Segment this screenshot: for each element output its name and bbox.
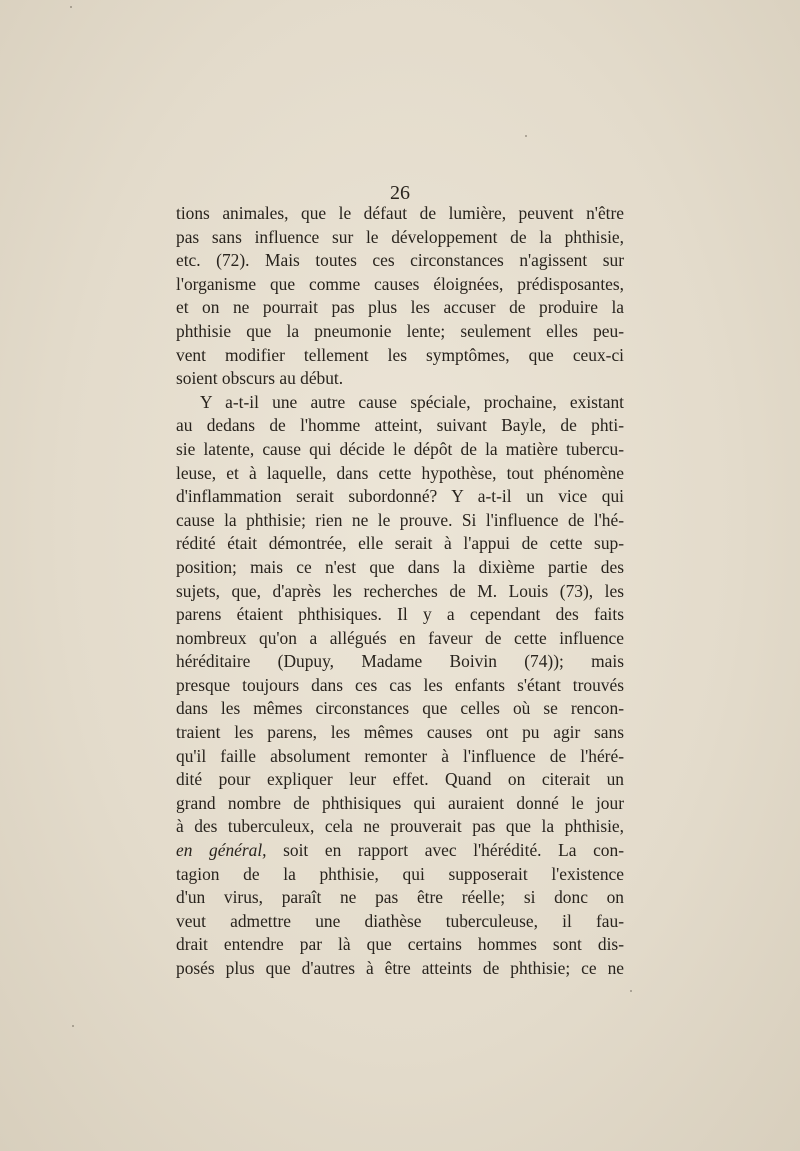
text-line: etc. (72). Mais toutes ces circonstances n'agissent sur — [176, 250, 624, 271]
paper-speck — [630, 990, 632, 992]
italic-phrase: en général, — [176, 840, 267, 861]
text-line: et on ne pourrait pas plus les accuser de produire la — [176, 297, 624, 318]
text-line: héréditaire (Dupuy, Madame Boivin (74)); mais — [176, 651, 624, 672]
text-line: vent modifier tellement les symptômes, que ceux-ci — [176, 344, 624, 365]
text-line: grand nombre de phthisiques qui auraient donné le jour — [176, 792, 624, 813]
text-line: tagion de la phthisie, qui supposerait l'existence — [176, 863, 624, 884]
text-line-rest: soit en rapport avec l'hérédité. La con- — [283, 840, 624, 861]
text-line: soient obscurs au début. — [176, 368, 344, 389]
text-line: phthisie que la pneumonie lente; seulement elles peu- — [176, 320, 624, 341]
text-line: rédité était démontrée, elle serait à l'appui de cette sup- — [176, 533, 624, 554]
text-line: sujets, que, d'après les recherches de M. Louis (73), les — [176, 580, 624, 601]
paper-speck — [72, 1025, 74, 1027]
body-text — [176, 202, 624, 981]
text-line: Y a-t-il une autre cause spéciale, prochaine, existant — [200, 391, 624, 412]
paper-speck — [525, 135, 527, 137]
text-line: nombreux qu'on a allégués en faveur de cette influence — [176, 627, 624, 648]
text-line: posés plus que d'autres à être atteints de phthisie; ce ne — [176, 958, 624, 978]
text-line: sie latente, cause qui décide le dépôt de la matière tubercu- — [176, 438, 624, 459]
page-number: 26 — [390, 182, 410, 204]
paper-speck — [70, 6, 72, 8]
text-line: veut admettre une diathèse tuberculeuse, il fau- — [176, 910, 624, 931]
text-line: d'inflammation serait subordonné? Y a-t-il un vice qui — [176, 486, 624, 507]
text-line: cause la phthisie; rien ne le prouve. Si l'influence de l'hé- — [176, 509, 624, 530]
text-line: à des tuberculeux, cela ne prouverait pas que la phthisie, — [176, 816, 624, 837]
text-line: traient les parens, les mêmes causes ont pu agir sans — [176, 722, 624, 743]
text-line: parens étaient phthisiques. Il y a cependant des faits — [176, 604, 624, 625]
text-line: qu'il faille absolument remonter à l'influence de l'héré- — [176, 745, 624, 766]
text-line-with-italic — [176, 839, 624, 863]
text-line: position; mais ce n'est que dans la dixième partie des — [176, 556, 624, 577]
text-line: pas sans influence sur le développement de la phthisie, — [176, 226, 624, 247]
text-line: tions animales, que le défaut de lumière, peuvent n'être — [176, 203, 624, 223]
text-line: l'organisme que comme causes éloignées, prédisposantes, — [176, 273, 624, 294]
text-line: d'un virus, paraît ne pas être réelle; si donc on — [176, 887, 624, 908]
text-line: dans les mêmes circonstances que celles où se rencon- — [176, 698, 624, 719]
text-line: au dedans de l'homme atteint, suivant Bayle, de phti- — [176, 415, 624, 436]
text-line: presque toujours dans ces cas les enfants s'étant trouvés — [176, 674, 624, 695]
text-line: leuse, et à laquelle, dans cette hypothèse, tout phénomène — [176, 462, 624, 483]
text-line: drait entendre par là que certains hommes sont dis- — [176, 934, 624, 955]
text-line: dité pour expliquer leur effet. Quand on citerait un — [176, 769, 624, 790]
